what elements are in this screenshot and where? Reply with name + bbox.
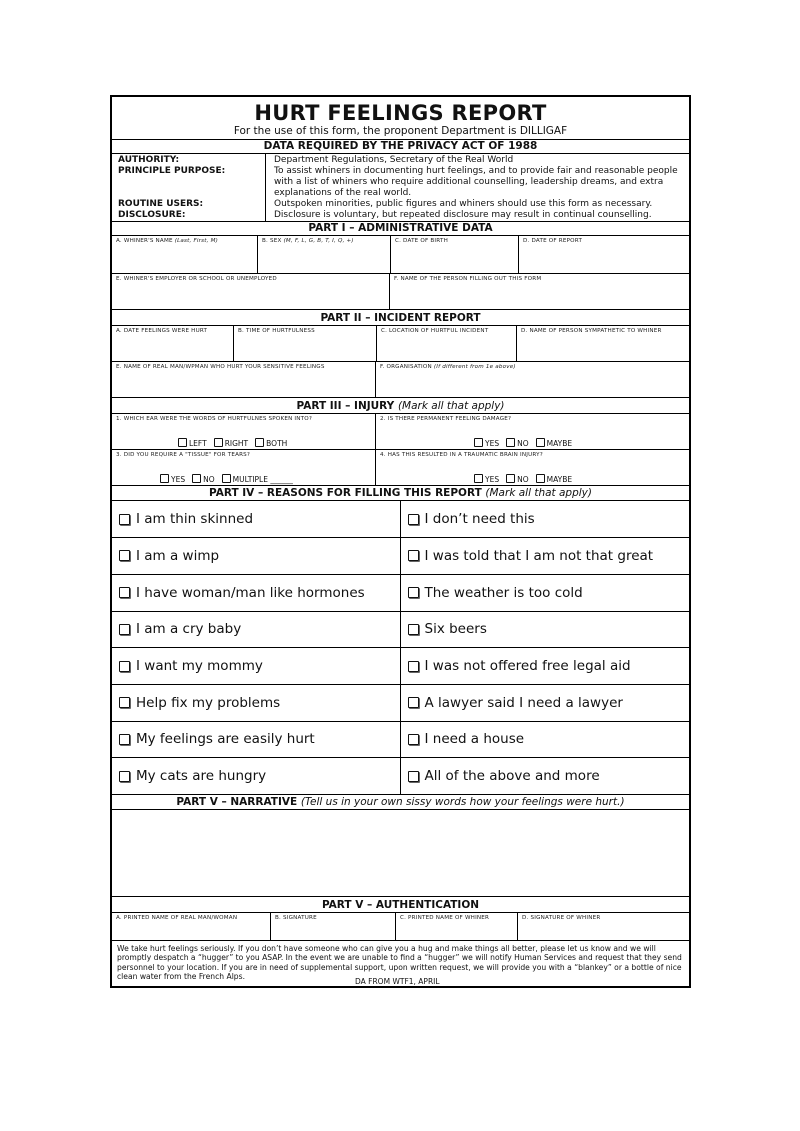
checkbox-icon[interactable] [408,661,419,672]
checkbox-icon[interactable] [119,514,130,525]
checkbox-icon[interactable] [214,438,223,447]
part3-row-1 [112,413,689,449]
date-of-birth-label: C. DATE OF BIRTH [395,238,448,245]
disclosure-label: DISCLOSURE: [118,209,186,220]
feeling-damage-question [376,414,689,449]
date-of-report-field[interactable] [519,236,689,273]
part1-row-1 [112,235,689,273]
reason-item[interactable]: All of the above and more [401,758,690,794]
narrative-field[interactable] [112,809,689,896]
real-person-name-field[interactable] [112,913,271,940]
form-filler-field[interactable] [390,274,689,309]
checkbox-icon[interactable] [408,587,419,598]
part2-row-2 [112,361,689,397]
privacy-header: DATA REQUIRED BY THE PRIVACY ACT OF 1988 [112,139,689,153]
tissue-multiple-option[interactable]: MULTIPLE ______ [222,474,293,484]
location-field[interactable] [377,326,517,361]
checkbox-icon[interactable] [119,587,130,598]
purpose-text: To assist whiners in documenting hurt feelings, and to provide fair and reasonable people with a list of whiners who require additional counselling, leadership dreams, and extra explanations of the real world. [274,165,678,198]
reason-item[interactable]: My feelings are easily hurt [112,722,401,758]
checkbox-icon[interactable] [160,474,169,483]
feeling-damage-options [474,438,572,448]
form-filler-label: F. NAME OF THE PERSON FILLING OUT THIS FORM [394,276,542,283]
checkbox-icon[interactable] [222,474,231,483]
checkbox-icon[interactable] [506,438,515,447]
checkbox-icon[interactable] [536,438,545,447]
privacy-texts [266,154,689,221]
reason-item[interactable]: I need a house [401,722,690,758]
part2-header: PART II – INCIDENT REPORT [112,309,689,325]
checkbox-icon[interactable] [408,624,419,635]
organisation-hint: (If different from 1e above) [433,364,516,371]
checkbox-icon[interactable] [408,771,419,782]
employer-field[interactable] [112,274,390,309]
whiner-printed-name-field[interactable] [396,913,518,940]
reason-item[interactable]: I am a wimp [112,538,401,574]
whiner-printed-name-label: C. PRINTED NAME OF WHINER [400,914,490,921]
checkbox-icon[interactable] [408,734,419,745]
organisation-field[interactable] [376,362,689,397]
reason-item[interactable]: I want my mommy [112,648,401,684]
part5-header [112,794,689,809]
privacy-section [112,153,689,221]
checkbox-icon[interactable] [255,438,264,447]
form-id: DA FROM WTF1, APRIL [355,977,440,986]
time-hurt-label: B. TIME OF HURTFULNESS [238,328,315,335]
tissue-question [112,450,376,485]
reason-item[interactable]: Six beers [401,612,690,648]
checkbox-icon[interactable] [408,514,419,525]
injury-maybe-option[interactable]: MAYBE [536,474,573,484]
date-hurt-field[interactable] [112,326,234,361]
checkbox-icon[interactable] [408,697,419,708]
ear-question [112,414,376,449]
privacy-labels [112,154,266,221]
checkbox-icon[interactable] [119,624,130,635]
checkbox-icon[interactable] [119,550,130,561]
part3-note: (Mark all that apply) [397,400,505,413]
checkbox-icon[interactable] [178,438,187,447]
sex-hint: (M, F, L, G, B, T, I, Q, +) [283,238,354,245]
authority-text: Department Regulations, Secretary of the Real World [274,155,514,165]
checkbox-icon[interactable] [408,550,419,561]
reason-item[interactable]: My cats are hungry [112,758,401,794]
part3-header [112,397,689,413]
tissue-question-label: 3. DID YOU REQUIRE A "TISSUE" FOR TEARS? [116,452,251,459]
reason-row [112,501,689,538]
damage-yes-option[interactable]: YES [474,438,499,448]
reason-item[interactable]: Help fix my problems [112,685,401,721]
checkbox-icon[interactable] [536,474,545,483]
time-hurt-field[interactable] [234,326,377,361]
sympathetic-person-label: D. NAME OF PERSON SYMPATHETIC TO WHINER [521,328,662,335]
form-subtitle: For the use of this form, the proponent Department is DILLIGAF [233,125,568,137]
reason-row [112,575,689,612]
reasons-grid [112,500,689,794]
checkbox-icon[interactable] [506,474,515,483]
reason-item[interactable]: I was not offered free legal aid [401,648,690,684]
organisation-label: F. ORGANISATION [380,364,432,371]
sex-label: B. SEX [262,238,282,245]
ear-options [178,438,287,448]
real-person-name-label: A. PRINTED NAME OF REAL MAN/WOMAN [116,914,238,921]
tissue-options [160,474,293,484]
damage-no-option[interactable]: NO [506,438,529,448]
date-hurt-label: A. DATE FEELINGS WERE HURT [116,328,208,335]
part6-header: PART V – AUTHENTICATION [112,896,689,912]
injury-no-option[interactable]: NO [506,474,529,484]
part5-title: PART V – NARRATIVE [176,795,298,808]
ear-right-option[interactable]: RIGHT [214,438,248,448]
part3-row-2 [112,449,689,485]
authority-label: AUTHORITY: [118,155,180,165]
checkbox-icon[interactable] [119,661,130,672]
reason-item[interactable]: I am thin skinned [112,501,401,537]
date-of-report-label: D. DATE OF REPORT [523,238,583,245]
whiner-name-hint: (Last, First, M) [174,238,219,245]
whiner-name-label: A. WHINER'S NAME [116,238,173,245]
part3-title: PART III – INJURY [296,400,395,413]
feeling-damage-label: 2. IS THERE PERMANENT FEELING DAMAGE? [380,416,512,423]
whiner-signature-field[interactable] [518,913,689,940]
authentication-row [112,912,689,940]
purpose-label: PRINCIPLE PURPOSE: [118,165,226,176]
brain-injury-label: 4. HAS THIS RESULTED IN A TRAUMATIC BRAIN INJURY? [380,452,543,459]
signature-field[interactable] [271,913,396,940]
reason-item[interactable]: I was told that I am not that great [401,538,690,574]
part2-row-1 [112,325,689,361]
part4-header [112,485,689,500]
whiner-name-field[interactable] [112,236,258,273]
injury-yes-option[interactable]: YES [474,474,499,484]
date-of-birth-field[interactable] [391,236,519,273]
reason-item[interactable]: I don’t need this [401,501,690,537]
reason-row [112,612,689,649]
footer-text: We take hurt feelings seriously. If you don’t have someone who can give you a hug and make things all better, please let us know and we will promptly despatch a “hugger” to you ASAP. In the event we are unable to find a “hugger” we will notify Human Services and request that they send personnel to your location. If you are in need of supplemental support, upon written request, we will provide you with a “blankey” or a bottle of nice clean water from the French Alps. [112,940,689,986]
brain-injury-question [376,450,689,485]
reason-item[interactable]: I have woman/man like hormones [112,575,401,611]
employer-label: E. WHINER'S EMPLOYER OR SCHOOL OR UNEMPLOYED [116,276,277,283]
damage-maybe-option[interactable]: MAYBE [536,438,573,448]
part1-row-2 [112,273,689,309]
whiner-signature-label: D. SIGNATURE OF WHINER [522,914,601,921]
disclosure-text: Disclosure is voluntary, but repeated disclosure may result in continual counselling. [274,209,652,220]
reason-item[interactable]: The weather is too cold [401,575,690,611]
reason-row [112,758,689,794]
form-title: HURT FEELINGS REPORT [254,101,547,125]
checkbox-icon[interactable] [474,474,483,483]
checkbox-icon[interactable] [119,734,130,745]
checkbox-icon[interactable] [192,474,201,483]
sex-field[interactable] [258,236,391,273]
routine-label: ROUTINE USERS: [118,198,204,209]
hurt-feelings-form [110,95,691,988]
brain-injury-options [474,474,572,484]
tissue-no-option[interactable]: NO [192,474,215,484]
ear-question-label: 1. WHICH EAR WERE THE WORDS OF HURTFULNES SPOKEN INTO? [116,416,313,423]
reason-row [112,538,689,575]
location-label: C. LOCATION OF HURTFUL INCIDENT [381,328,489,335]
part4-title: PART IV – REASONS FOR FILLING THIS REPORT [208,487,482,500]
reason-row [112,685,689,722]
checkbox-icon[interactable] [119,697,130,708]
offender-name-field[interactable] [112,362,376,397]
ear-left-option[interactable]: LEFT [178,438,207,448]
checkbox-icon[interactable] [474,438,483,447]
sympathetic-person-field[interactable] [517,326,689,361]
signature-label: B. SIGNATURE [275,914,317,921]
reason-row [112,648,689,685]
tissue-yes-option[interactable]: YES [160,474,185,484]
checkbox-icon[interactable] [119,771,130,782]
offender-name-label: E. NAME OF REAL MAN/WPMAN WHO HURT YOUR SENSITIVE FEELINGS [116,364,325,371]
reason-item[interactable]: A lawyer said I need a lawyer [401,685,690,721]
reason-item[interactable]: I am a cry baby [112,612,401,648]
reason-row [112,722,689,759]
part5-note: (Tell us in your own sissy words how your feelings were hurt.) [300,795,625,808]
routine-text: Outspoken minorities, public figures and whiners should use this form as necessary. [274,198,653,209]
part4-note: (Mark all that apply) [485,487,592,500]
part1-header: PART I – ADMINISTRATIVE DATA [112,221,689,235]
ear-both-option[interactable]: BOTH [255,438,287,448]
